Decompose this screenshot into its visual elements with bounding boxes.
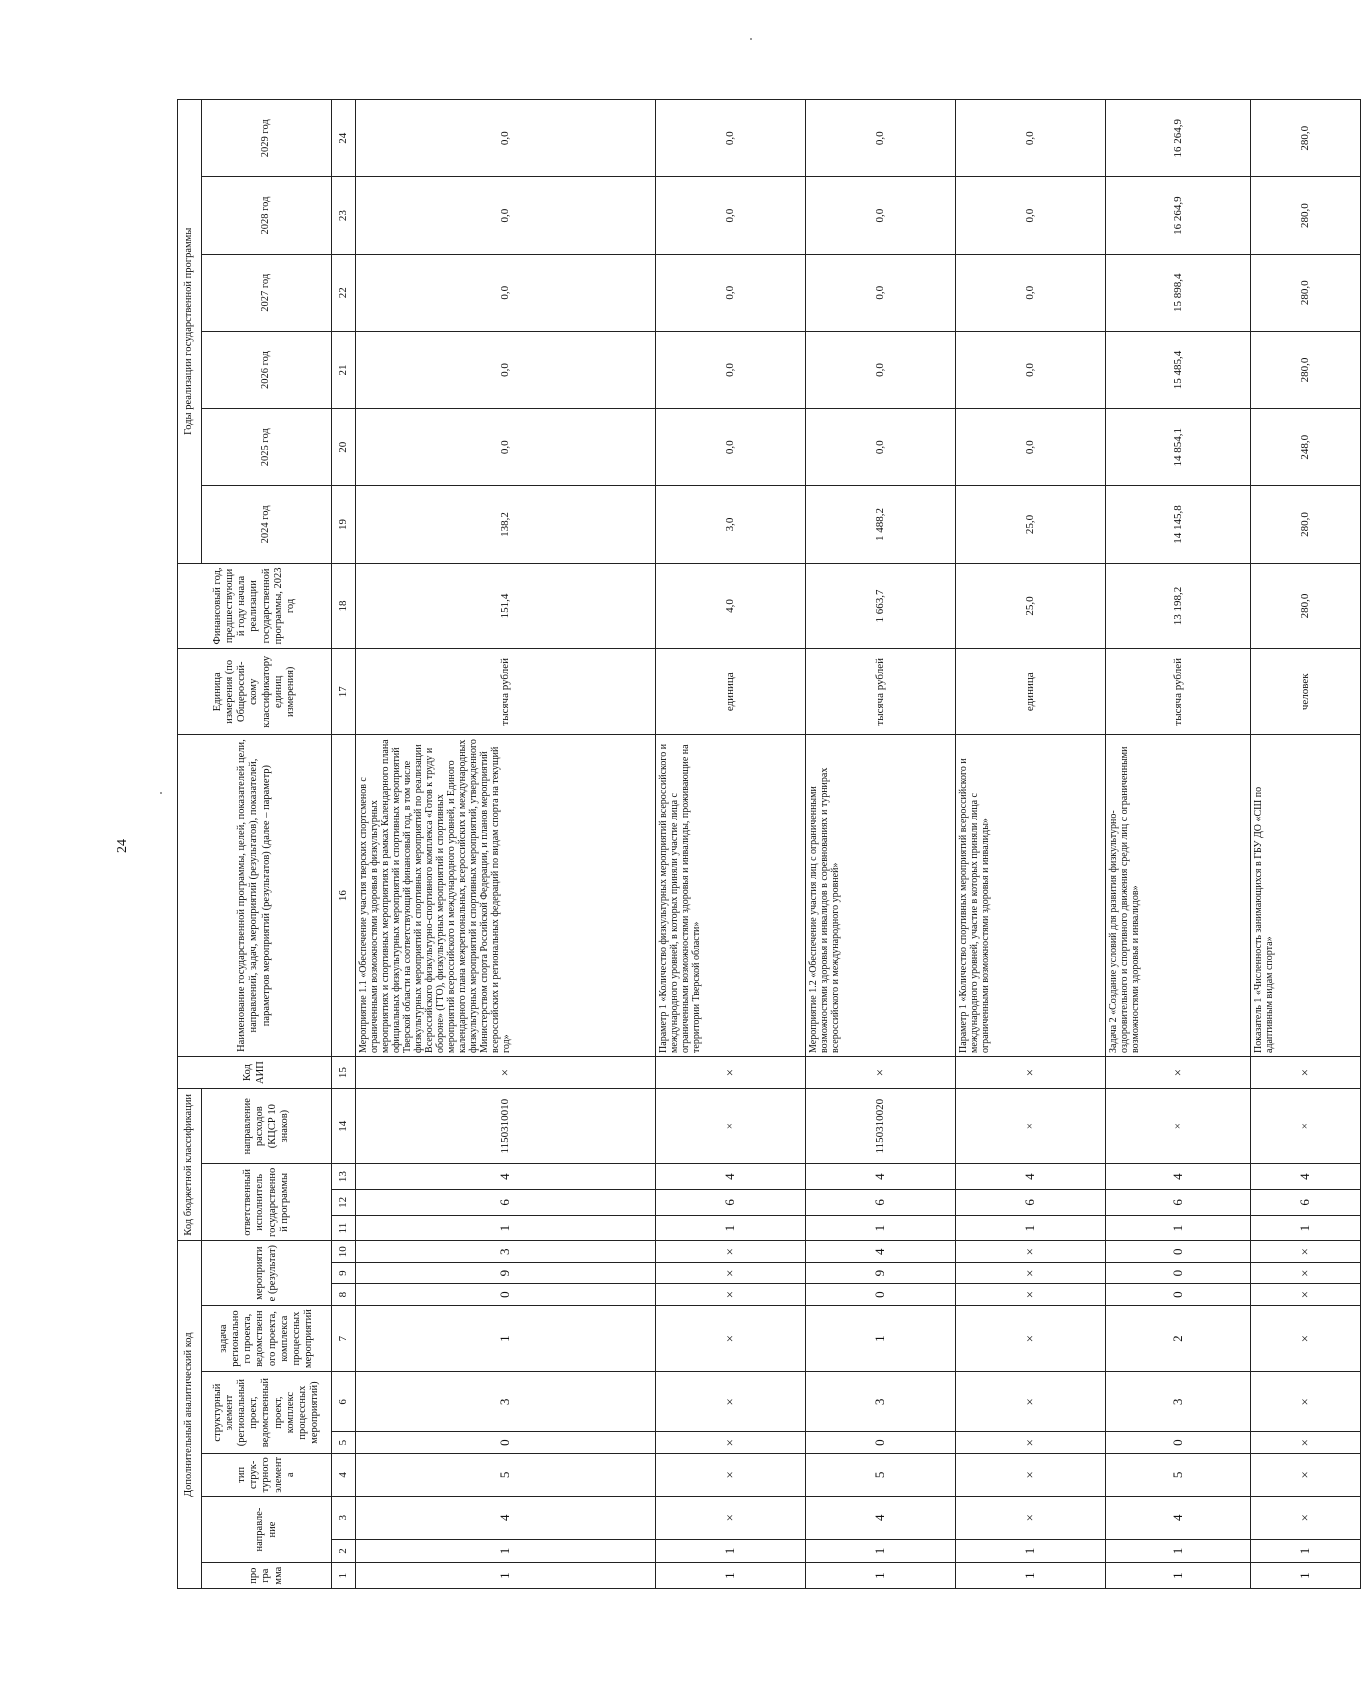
code-cell: 5	[806, 1453, 956, 1496]
header-direction: направле-ние	[202, 1496, 332, 1563]
code-cell: 1	[1251, 1539, 1361, 1563]
column-number: 11	[332, 1215, 356, 1241]
value-cell: 151,4	[356, 563, 656, 649]
value-cell: 14 145,8	[1106, 486, 1251, 563]
code-cell: ×	[656, 1262, 806, 1283]
value-cell: 1 488,2	[806, 486, 956, 563]
header-year-2027: 2027 год	[202, 254, 332, 331]
code-cell: 4	[806, 1241, 956, 1263]
value-cell: 0,0	[806, 254, 956, 331]
code-cell: ×	[1251, 1372, 1361, 1432]
name-cell: Показатель 1 «Численность занимающихся в ГБУ ДО «СШ по адаптивным видам спорта»	[1251, 735, 1361, 1057]
code-cell: 5	[356, 1453, 656, 1496]
column-number: 21	[332, 331, 356, 408]
column-number: 23	[332, 177, 356, 254]
code-cell: 6	[1106, 1189, 1251, 1215]
code-cell: 5	[1106, 1453, 1251, 1496]
value-cell: 0,0	[806, 177, 956, 254]
code-cell: 6	[956, 1189, 1106, 1215]
code-cell: 1	[356, 1539, 656, 1563]
code-cell: ×	[1251, 1496, 1361, 1539]
column-number: 8	[332, 1284, 356, 1305]
code-cell: ×	[1251, 1262, 1361, 1283]
value-cell: 15 485,4	[1106, 331, 1251, 408]
header-budget-code: Код бюджетной классификации	[178, 1089, 202, 1241]
code-cell: ×	[956, 1262, 1106, 1283]
code-cell: 0	[1106, 1432, 1251, 1453]
value-cell: 15 898,4	[1106, 254, 1251, 331]
name-cell: Задача 2 «Создание условий для развития физкультурно-оздоровительного и спортивного движения среди лиц с ограниченными возможностями здоровья и инвалидов»	[1106, 735, 1251, 1057]
value-cell: 1 663,7	[806, 563, 956, 649]
header-executor: ответственный исполнитель государственной программы	[202, 1164, 332, 1241]
code-cell: 1	[356, 1215, 656, 1241]
value-cell: 280,0	[1251, 254, 1361, 331]
unit-cell: единица	[656, 649, 806, 735]
code-cell: 1	[356, 1305, 656, 1372]
table-row	[1251, 100, 1361, 1589]
value-cell: 248,0	[1251, 409, 1361, 486]
code-cell: 4	[656, 1164, 806, 1190]
code-cell: ×	[1251, 1241, 1361, 1263]
unit-cell: тысяча рублей	[1106, 649, 1251, 735]
value-cell: 280,0	[1251, 100, 1361, 177]
column-number: 24	[332, 100, 356, 177]
code-cell: 4	[1251, 1164, 1361, 1190]
code-cell: ×	[956, 1241, 1106, 1263]
value-cell: 13 198,2	[1106, 563, 1251, 649]
column-number: 4	[332, 1453, 356, 1496]
table-row	[356, 100, 656, 1589]
column-number: 19	[332, 486, 356, 563]
code-cell: ×	[656, 1241, 806, 1263]
name-cell: Параметр 1 «Количество спортивных мероприятий всероссийского и международного уровней, участие в которых приняли лица с ограниченными возможностями здоровья и инвалиды»	[956, 735, 1106, 1057]
header-years-group: Годы реализации государственной программы	[178, 100, 202, 564]
value-cell: 0,0	[356, 409, 656, 486]
code-cell: 1	[806, 1305, 956, 1372]
value-cell: 280,0	[1251, 177, 1361, 254]
value-cell: 0,0	[956, 409, 1106, 486]
table-row	[1106, 100, 1251, 1589]
table-row	[806, 100, 956, 1589]
unit-cell: единица	[956, 649, 1106, 735]
value-cell: 0,0	[806, 409, 956, 486]
column-number: 3	[332, 1496, 356, 1539]
kcsr-cell: ×	[1106, 1089, 1251, 1164]
code-cell: ×	[656, 1453, 806, 1496]
value-cell: 4,0	[656, 563, 806, 649]
code-cell: 1	[656, 1563, 806, 1589]
code-cell: ×	[656, 1496, 806, 1539]
header-year-2025: 2025 год	[202, 409, 332, 486]
kcsr-cell: ×	[656, 1089, 806, 1164]
scan-speck	[750, 38, 752, 40]
code-cell: 1	[956, 1539, 1106, 1563]
code-cell: 3	[356, 1372, 656, 1432]
value-cell: 0,0	[656, 100, 806, 177]
value-cell: 0,0	[356, 331, 656, 408]
value-cell: 16 264,9	[1106, 177, 1251, 254]
code-cell: ×	[956, 1372, 1106, 1432]
header-year-2024: 2024 год	[202, 486, 332, 563]
header-task: задача регионального проекта, ведомственного проекта, комплекса процессных мероприятий	[202, 1305, 332, 1372]
kcsr-cell: ×	[1251, 1089, 1361, 1164]
value-cell: 138,2	[356, 486, 656, 563]
code-cell: 0	[1106, 1284, 1251, 1305]
column-number: 22	[332, 254, 356, 331]
kcsr-cell: 1150310020	[806, 1089, 956, 1164]
code-cell: 3	[1106, 1372, 1251, 1432]
column-number: 20	[332, 409, 356, 486]
header-element-type: тип струк-турного элемента	[202, 1453, 332, 1496]
value-cell: 0,0	[656, 409, 806, 486]
code-cell: 4	[356, 1164, 656, 1190]
code-cell: 0	[356, 1432, 656, 1453]
value-cell: 0,0	[656, 177, 806, 254]
value-cell: 0,0	[806, 331, 956, 408]
code-cell: 1	[1251, 1563, 1361, 1589]
value-cell: 0,0	[956, 331, 1106, 408]
header-structural-element: структурный элемент (региональный проект, ведомственный проект, комплекс процессных мероприятий)	[202, 1372, 332, 1454]
code-cell: 9	[806, 1262, 956, 1283]
value-cell: 280,0	[1251, 563, 1361, 649]
column-number: 16	[332, 735, 356, 1057]
code-cell: ×	[956, 1453, 1106, 1496]
table-row	[956, 100, 1106, 1589]
header-name: Наименование государственной программы, целей, показателей цели, направлений, задач, мероприятий (результатов), показателей, параметров мероприятий (результатов) (далее – параметр)	[178, 735, 332, 1057]
value-cell: 25,0	[956, 563, 1106, 649]
code-cell: 4	[356, 1496, 656, 1539]
code-cell: 1	[1251, 1215, 1361, 1241]
code-cell: ×	[656, 1284, 806, 1305]
code-cell: 4	[1106, 1164, 1251, 1190]
value-cell: 0,0	[956, 254, 1106, 331]
value-cell: 0,0	[656, 254, 806, 331]
code-cell: 0	[1106, 1262, 1251, 1283]
column-number: 2	[332, 1539, 356, 1563]
header-aip-code: Код АИП	[178, 1056, 332, 1088]
code-cell: 6	[1251, 1189, 1361, 1215]
column-number: 15	[332, 1056, 356, 1088]
code-cell: 3	[356, 1241, 656, 1263]
unit-cell: человек	[1251, 649, 1361, 735]
value-cell: 3,0	[656, 486, 806, 563]
unit-cell: тысяча рублей	[806, 649, 956, 735]
value-cell: 14 854,1	[1106, 409, 1251, 486]
code-cell: ×	[1251, 1284, 1361, 1305]
header-year-2026: 2026 год	[202, 331, 332, 408]
name-cell: Мероприятие 1.2 «Обеспечение участия лиц с ограниченными возможностями здоровья и инвалидов в соревнованиях и турнирах всероссийского и международного уровней»	[806, 735, 956, 1057]
column-number: 18	[332, 563, 356, 649]
aip-cell: ×	[1251, 1056, 1361, 1088]
code-cell: 0	[806, 1432, 956, 1453]
code-cell: ×	[1251, 1305, 1361, 1372]
value-cell: 0,0	[656, 331, 806, 408]
code-cell: 0	[1106, 1241, 1251, 1263]
program-table	[177, 99, 1361, 1589]
code-cell: ×	[656, 1305, 806, 1372]
name-cell: Мероприятие 1.1 «Обеспечение участия тверских спортсменов с ограниченными возможностями здоровья в физкультурных мероприятиях и спортивных мероприятиях в рамках Календарного плана официальных физкультурных мероприятий и спортивных мероприятий Тверской области на соответствующий финансовый год, в том числе физкультурных мероприятий и спортивных мероприятий по реализации Всероссийского физкультурно-спортивного комплекса «Готов к труду и обороне» (ГТО), физкультурных мероприятий и спортивных мероприятий всероссийского и международного уровней, и Единого календарного плана межрегиональных, всероссийских и международных физкультурных мероприятий и спортивных мероприятий, утвержденного Министерством спорта Российской Федерации, и планов мероприятий всероссийских и региональных федераций по видам спорта на текущий год»	[356, 735, 656, 1057]
page-number: 24	[115, 839, 130, 853]
code-cell: 1	[656, 1215, 806, 1241]
column-number: 14	[332, 1089, 356, 1164]
unit-cell: тысяча рублей	[356, 649, 656, 735]
rotated-table-container	[177, 99, 1313, 1589]
aip-cell: ×	[356, 1056, 656, 1088]
column-number-row	[332, 100, 356, 1589]
code-cell: 6	[806, 1189, 956, 1215]
header-additional-code: Дополнительный аналитический код	[178, 1241, 202, 1589]
value-cell: 0,0	[356, 100, 656, 177]
code-cell: 1	[956, 1563, 1106, 1589]
name-cell: Параметр 1 «Количество физкультурных мероприятий всероссийского и международного уровней, в которых приняли участие лица с ограниченными возможностями здоровья и инвалиды, проживающие на территории Тверской области»	[656, 735, 806, 1057]
code-cell: ×	[656, 1432, 806, 1453]
header-program: программа	[202, 1563, 332, 1589]
value-cell: 0,0	[356, 254, 656, 331]
value-cell: 0,0	[956, 100, 1106, 177]
code-cell: ×	[956, 1305, 1106, 1372]
value-cell: 16 264,9	[1106, 100, 1251, 177]
aip-cell: ×	[1106, 1056, 1251, 1088]
value-cell: 280,0	[1251, 331, 1361, 408]
code-cell: 0	[356, 1284, 656, 1305]
code-cell: 1	[356, 1563, 656, 1589]
code-cell: 1	[806, 1539, 956, 1563]
code-cell: 3	[806, 1372, 956, 1432]
header-year-2029: 2029 год	[202, 100, 332, 177]
header-unit: Единица измерения (по Общероссий-скому классификатору единиц измерения)	[178, 649, 332, 735]
code-cell: 6	[356, 1189, 656, 1215]
code-cell: 1	[806, 1215, 956, 1241]
table-row	[656, 100, 806, 1589]
code-cell: 9	[356, 1262, 656, 1283]
column-number: 10	[332, 1241, 356, 1263]
code-cell: 4	[806, 1164, 956, 1190]
code-cell: 1	[1106, 1539, 1251, 1563]
code-cell: ×	[1251, 1432, 1361, 1453]
code-cell: 1	[1106, 1215, 1251, 1241]
code-cell: ×	[956, 1496, 1106, 1539]
code-cell: ×	[956, 1284, 1106, 1305]
column-number: 13	[332, 1164, 356, 1190]
code-cell: 4	[956, 1164, 1106, 1190]
value-cell: 0,0	[356, 177, 656, 254]
code-cell: 1	[1106, 1563, 1251, 1589]
value-cell: 280,0	[1251, 486, 1361, 563]
code-cell: 2	[1106, 1305, 1251, 1372]
code-cell: ×	[956, 1432, 1106, 1453]
code-cell: 1	[806, 1563, 956, 1589]
code-cell: 1	[956, 1215, 1106, 1241]
column-number: 12	[332, 1189, 356, 1215]
aip-cell: ×	[956, 1056, 1106, 1088]
kcsr-cell: 1150310010	[356, 1089, 656, 1164]
header-event: мероприятие (результат)	[202, 1241, 332, 1305]
code-cell: 0	[806, 1284, 956, 1305]
header-prior-year: Финансовый год, предшествующий году начала реализации государственной программы, 2023 год	[178, 563, 332, 649]
code-cell: 4	[1106, 1496, 1251, 1539]
scan-speck	[160, 792, 162, 794]
value-cell: 25,0	[956, 486, 1106, 563]
column-number: 17	[332, 649, 356, 735]
code-cell: ×	[656, 1372, 806, 1432]
column-number: 9	[332, 1262, 356, 1283]
code-cell: ×	[1251, 1453, 1361, 1496]
value-cell: 0,0	[806, 100, 956, 177]
kcsr-cell: ×	[956, 1089, 1106, 1164]
header-expense-direction: направление расходов (КЦСР 10 знаков)	[202, 1089, 332, 1164]
header-year-2028: 2028 год	[202, 177, 332, 254]
value-cell: 0,0	[956, 177, 1106, 254]
column-number: 5	[332, 1432, 356, 1453]
column-number: 1	[332, 1563, 356, 1589]
code-cell: 6	[656, 1189, 806, 1215]
column-number: 7	[332, 1305, 356, 1372]
code-cell: 4	[806, 1496, 956, 1539]
column-number: 6	[332, 1372, 356, 1432]
aip-cell: ×	[656, 1056, 806, 1088]
code-cell: 1	[656, 1539, 806, 1563]
aip-cell: ×	[806, 1056, 956, 1088]
